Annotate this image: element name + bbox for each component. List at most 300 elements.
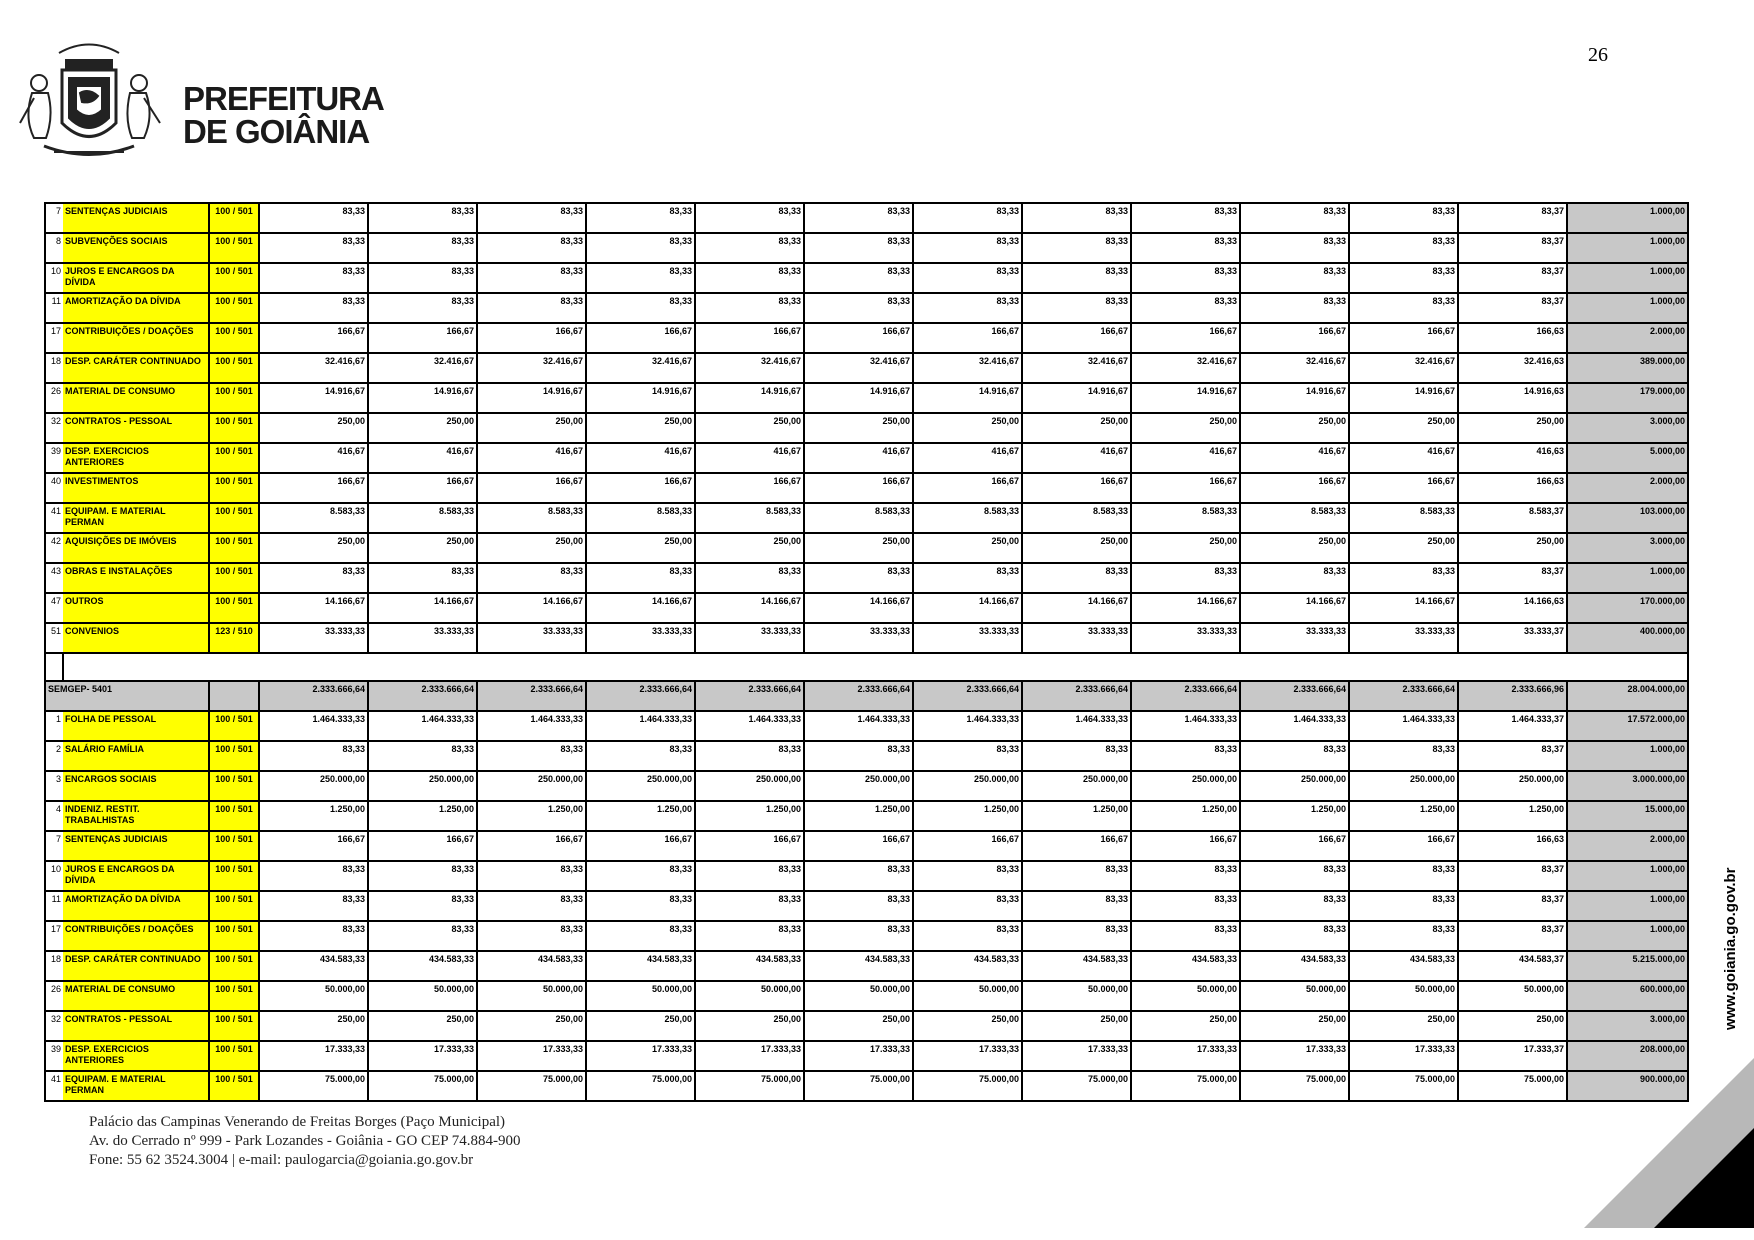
item-code: 41	[45, 503, 63, 533]
row-total: 179.000,00	[1567, 383, 1688, 413]
month-value: 434.583,33	[913, 951, 1022, 981]
item-description: OUTROS	[63, 593, 209, 623]
month-value: 50.000,00	[1349, 981, 1458, 1011]
month-value: 166,67	[259, 831, 368, 861]
month-value: 33.333,33	[913, 623, 1022, 653]
table-row	[45, 443, 1688, 473]
item-code: 3	[45, 771, 63, 801]
month-value: 83,33	[1240, 233, 1349, 263]
blank-row	[45, 653, 1688, 681]
item-description: SALÁRIO FAMÍLIA	[63, 741, 209, 771]
month-value: 434.583,33	[586, 951, 695, 981]
month-value: 17.333,33	[477, 1041, 586, 1071]
month-value: 166,67	[913, 473, 1022, 503]
month-value: 250,00	[586, 413, 695, 443]
month-value: 166,63	[1458, 323, 1567, 353]
month-value: 83,33	[1022, 293, 1131, 323]
month-value: 83,33	[259, 263, 368, 293]
month-value: 83,33	[913, 203, 1022, 233]
month-value: 83,33	[1131, 891, 1240, 921]
source-code: 100 / 501	[209, 1071, 259, 1101]
month-value: 83,33	[695, 891, 804, 921]
month-value: 83,33	[259, 891, 368, 921]
month-value: 2.333.666,64	[913, 681, 1022, 711]
month-value: 83,33	[695, 861, 804, 891]
month-value: 83,33	[1022, 563, 1131, 593]
month-value: 83,33	[1022, 263, 1131, 293]
month-value: 83,33	[586, 921, 695, 951]
month-value: 83,33	[1022, 921, 1131, 951]
month-value: 166,67	[1022, 473, 1131, 503]
table-row	[45, 1071, 1688, 1101]
month-value: 50.000,00	[477, 981, 586, 1011]
month-value: 83,33	[1349, 921, 1458, 951]
month-value: 1.250,00	[913, 801, 1022, 831]
month-value: 250,00	[477, 413, 586, 443]
month-value: 434.583,33	[1131, 951, 1240, 981]
month-value: 17.333,33	[1240, 1041, 1349, 1071]
month-value: 83,33	[1131, 263, 1240, 293]
month-value: 83,33	[368, 203, 477, 233]
month-value: 166,67	[477, 473, 586, 503]
month-value: 1.250,00	[259, 801, 368, 831]
month-value: 83,33	[1022, 861, 1131, 891]
month-value: 250,00	[477, 533, 586, 563]
month-value: 83,33	[695, 921, 804, 951]
month-value: 416,67	[368, 443, 477, 473]
item-description: MATERIAL DE CONSUMO	[63, 383, 209, 413]
month-value: 166,67	[695, 831, 804, 861]
month-value: 75.000,00	[586, 1071, 695, 1101]
month-value: 166,67	[586, 473, 695, 503]
month-value: 83,33	[586, 741, 695, 771]
month-value: 83,33	[695, 293, 804, 323]
month-value: 250,00	[1022, 413, 1131, 443]
month-value: 250,00	[586, 1011, 695, 1041]
source-code: 100 / 501	[209, 831, 259, 861]
month-value: 50.000,00	[1240, 981, 1349, 1011]
source-code: 100 / 501	[209, 741, 259, 771]
month-value: 75.000,00	[804, 1071, 913, 1101]
month-value: 434.583,33	[804, 951, 913, 981]
footer-line: Fone: 55 62 3524.3004 | e-mail: paulogarcia@goiania.go.gov.br	[89, 1152, 474, 1168]
city-coat-of-arms-logo	[14, 38, 164, 168]
month-value: 17.333,33	[368, 1041, 477, 1071]
month-value: 83,33	[804, 293, 913, 323]
month-value: 416,63	[1458, 443, 1567, 473]
month-value: 75.000,00	[368, 1071, 477, 1101]
month-value: 14.916,67	[259, 383, 368, 413]
month-value: 32.416,67	[586, 353, 695, 383]
month-value: 1.250,00	[1349, 801, 1458, 831]
month-value: 83,33	[913, 921, 1022, 951]
month-value: 75.000,00	[1349, 1071, 1458, 1101]
month-value: 166,67	[804, 831, 913, 861]
month-value: 83,33	[368, 891, 477, 921]
source-code: 100 / 501	[209, 323, 259, 353]
blank-cell	[63, 653, 1688, 681]
source-code: 100 / 501	[209, 801, 259, 831]
item-description: DESP. EXERCICIOS ANTERIORES	[63, 443, 209, 473]
row-total: 5.215.000,00	[1567, 951, 1688, 981]
month-value: 33.333,33	[695, 623, 804, 653]
month-value: 75.000,00	[259, 1071, 368, 1101]
item-description: OBRAS E INSTALAÇÕES	[63, 563, 209, 593]
table-row	[45, 293, 1688, 323]
month-value: 434.583,37	[1458, 951, 1567, 981]
month-value: 166,67	[368, 473, 477, 503]
table-row	[45, 563, 1688, 593]
month-value: 166,67	[477, 831, 586, 861]
month-value: 1.250,00	[1458, 801, 1567, 831]
month-value: 1.464.333,37	[1458, 711, 1567, 741]
row-total: 3.000,00	[1567, 533, 1688, 563]
month-value: 2.333.666,64	[804, 681, 913, 711]
item-description: DESP. EXERCICIOS ANTERIORES	[63, 1041, 209, 1071]
month-value: 166,67	[1349, 323, 1458, 353]
row-total: 3.000,00	[1567, 413, 1688, 443]
month-value: 83,33	[1131, 741, 1240, 771]
month-value: 83,33	[586, 563, 695, 593]
month-value: 83,33	[368, 233, 477, 263]
month-value: 250,00	[1131, 413, 1240, 443]
month-value: 166,67	[1349, 473, 1458, 503]
month-value: 14.166,67	[1349, 593, 1458, 623]
brand-line-2: DE GOIÂNIA	[183, 113, 370, 150]
month-value: 250,00	[1349, 533, 1458, 563]
table-row	[45, 861, 1688, 891]
item-description: JUROS E ENCARGOS DA DÍVIDA	[63, 263, 209, 293]
month-value: 250,00	[259, 1011, 368, 1041]
month-value: 166,63	[1458, 831, 1567, 861]
month-value: 83,33	[913, 263, 1022, 293]
month-value: 83,33	[1022, 891, 1131, 921]
month-value: 83,33	[259, 563, 368, 593]
item-description: CONTRIBUIÇÕES / DOAÇÕES	[63, 323, 209, 353]
item-description: MATERIAL DE CONSUMO	[63, 981, 209, 1011]
month-value: 250,00	[1240, 533, 1349, 563]
month-value: 83,33	[368, 263, 477, 293]
item-description: INDENIZ. RESTIT. TRABALHISTAS	[63, 801, 209, 831]
month-value: 250,00	[1349, 413, 1458, 443]
month-value: 32.416,67	[259, 353, 368, 383]
month-value: 250.000,00	[1131, 771, 1240, 801]
month-value: 32.416,67	[1349, 353, 1458, 383]
month-value: 416,67	[259, 443, 368, 473]
item-description: SENTENÇAS JUDICIAIS	[63, 831, 209, 861]
table-row	[45, 623, 1688, 653]
month-value: 83,33	[586, 891, 695, 921]
month-value: 83,37	[1458, 741, 1567, 771]
month-value: 434.583,33	[477, 951, 586, 981]
month-value: 14.916,67	[1240, 383, 1349, 413]
month-value: 50.000,00	[586, 981, 695, 1011]
month-value: 250,00	[695, 533, 804, 563]
row-total: 1.000,00	[1567, 293, 1688, 323]
month-value: 434.583,33	[695, 951, 804, 981]
month-value: 166,67	[586, 323, 695, 353]
month-value: 32.416,67	[368, 353, 477, 383]
item-code: 7	[45, 831, 63, 861]
month-value: 1.464.333,33	[477, 711, 586, 741]
month-value: 83,33	[259, 233, 368, 263]
website-url: www.goiania.go.gov.br	[1722, 867, 1739, 1030]
source-code: 100 / 501	[209, 1041, 259, 1071]
item-code: 43	[45, 563, 63, 593]
month-value: 83,33	[1240, 293, 1349, 323]
footer-line: Palácio das Campinas Venerando de Freitas Borges (Paço Municipal)	[89, 1114, 506, 1130]
month-value: 14.166,67	[913, 593, 1022, 623]
month-value: 2.333.666,64	[586, 681, 695, 711]
item-description: CONTRATOS - PESSOAL	[63, 1011, 209, 1041]
month-value: 83,33	[1349, 233, 1458, 263]
month-value: 83,33	[804, 233, 913, 263]
month-value: 250.000,00	[913, 771, 1022, 801]
month-value: 8.583,33	[477, 503, 586, 533]
month-value: 14.916,67	[1131, 383, 1240, 413]
month-value: 83,37	[1458, 891, 1567, 921]
month-value: 83,33	[586, 861, 695, 891]
month-value: 83,33	[804, 891, 913, 921]
month-value: 166,67	[368, 831, 477, 861]
month-value: 166,67	[1131, 473, 1240, 503]
item-description: EQUIPAM. E MATERIAL PERMAN	[63, 1071, 209, 1101]
month-value: 14.916,67	[477, 383, 586, 413]
item-description: SENTENÇAS JUDICIAIS	[63, 203, 209, 233]
month-value: 1.464.333,33	[913, 711, 1022, 741]
month-value: 250.000,00	[368, 771, 477, 801]
month-value: 83,33	[368, 293, 477, 323]
month-value: 83,33	[259, 861, 368, 891]
month-value: 83,37	[1458, 203, 1567, 233]
month-value: 83,33	[1240, 891, 1349, 921]
month-value: 8.583,33	[259, 503, 368, 533]
month-value: 166,67	[1349, 831, 1458, 861]
row-total: 5.000,00	[1567, 443, 1688, 473]
group-total-row	[45, 681, 1688, 711]
row-total: 1.000,00	[1567, 891, 1688, 921]
row-total: 170.000,00	[1567, 593, 1688, 623]
table-row	[45, 383, 1688, 413]
month-value: 83,33	[259, 741, 368, 771]
month-value: 83,33	[1349, 891, 1458, 921]
source-code: 100 / 501	[209, 981, 259, 1011]
month-value: 250,00	[804, 413, 913, 443]
item-description: AQUISIÇÕES DE IMÓVEIS	[63, 533, 209, 563]
brand-line-1: PREFEITURA	[183, 80, 384, 117]
month-value: 83,33	[1131, 861, 1240, 891]
month-value: 1.464.333,33	[1240, 711, 1349, 741]
month-value: 250,00	[804, 1011, 913, 1041]
month-value: 83,33	[913, 293, 1022, 323]
month-value: 250,00	[477, 1011, 586, 1041]
corner-triangle-decoration	[1584, 1058, 1754, 1228]
month-value: 14.916,67	[368, 383, 477, 413]
month-value: 250,00	[1131, 1011, 1240, 1041]
month-value: 17.333,33	[586, 1041, 695, 1071]
month-value: 33.333,33	[1022, 623, 1131, 653]
month-value: 416,67	[1022, 443, 1131, 473]
source-code: 100 / 501	[209, 861, 259, 891]
month-value: 1.250,00	[1131, 801, 1240, 831]
month-value: 32.416,67	[695, 353, 804, 383]
item-code: 39	[45, 1041, 63, 1071]
month-value: 250,00	[1240, 413, 1349, 443]
item-description: DESP. CARÁTER CONTINUADO	[63, 951, 209, 981]
month-value: 434.583,33	[259, 951, 368, 981]
source-code: 100 / 501	[209, 771, 259, 801]
month-value: 166,67	[259, 473, 368, 503]
blank-cell	[45, 653, 63, 681]
month-value: 14.916,67	[913, 383, 1022, 413]
month-value: 250,00	[804, 533, 913, 563]
row-total: 15.000,00	[1567, 801, 1688, 831]
month-value: 50.000,00	[1458, 981, 1567, 1011]
source-code: 100 / 501	[209, 383, 259, 413]
table-row	[45, 801, 1688, 831]
month-value: 2.333.666,64	[259, 681, 368, 711]
item-code: 42	[45, 533, 63, 563]
month-value: 1.464.333,33	[368, 711, 477, 741]
month-value: 8.583,33	[695, 503, 804, 533]
month-value: 32.416,63	[1458, 353, 1567, 383]
item-code: 26	[45, 383, 63, 413]
table-row	[45, 323, 1688, 353]
month-value: 1.250,00	[695, 801, 804, 831]
month-value: 14.916,67	[586, 383, 695, 413]
month-value: 416,67	[695, 443, 804, 473]
month-value: 75.000,00	[913, 1071, 1022, 1101]
source-cell	[209, 681, 259, 711]
item-description: AMORTIZAÇÃO DA DÍVIDA	[63, 293, 209, 323]
month-value: 1.464.333,33	[1022, 711, 1131, 741]
item-code: 32	[45, 413, 63, 443]
row-total: 1.000,00	[1567, 861, 1688, 891]
month-value: 83,33	[1349, 861, 1458, 891]
source-code: 100 / 501	[209, 353, 259, 383]
source-code: 100 / 501	[209, 203, 259, 233]
month-value: 33.333,33	[1131, 623, 1240, 653]
month-value: 166,63	[1458, 473, 1567, 503]
month-value: 2.333.666,64	[695, 681, 804, 711]
month-value: 1.250,00	[368, 801, 477, 831]
month-value: 83,33	[586, 203, 695, 233]
item-code: 18	[45, 353, 63, 383]
month-value: 83,33	[695, 741, 804, 771]
month-value: 83,33	[1022, 741, 1131, 771]
month-value: 250.000,00	[1022, 771, 1131, 801]
month-value: 416,67	[804, 443, 913, 473]
month-value: 250,00	[586, 533, 695, 563]
month-value: 83,33	[477, 293, 586, 323]
month-value: 166,67	[804, 323, 913, 353]
month-value: 83,33	[477, 203, 586, 233]
item-description: ENCARGOS SOCIAIS	[63, 771, 209, 801]
month-value: 250,00	[1458, 1011, 1567, 1041]
month-value: 8.583,33	[804, 503, 913, 533]
month-value: 83,33	[477, 861, 586, 891]
month-value: 83,33	[804, 203, 913, 233]
table-row	[45, 981, 1688, 1011]
table-row	[45, 473, 1688, 503]
month-value: 166,67	[259, 323, 368, 353]
month-value: 416,67	[586, 443, 695, 473]
month-value: 83,33	[477, 891, 586, 921]
item-description: AMORTIZAÇÃO DA DÍVIDA	[63, 891, 209, 921]
table-row	[45, 771, 1688, 801]
source-code: 100 / 501	[209, 593, 259, 623]
month-value: 32.416,67	[913, 353, 1022, 383]
month-value: 250.000,00	[695, 771, 804, 801]
month-value: 250,00	[259, 413, 368, 443]
month-value: 50.000,00	[259, 981, 368, 1011]
month-value: 250,00	[1022, 533, 1131, 563]
source-code: 100 / 501	[209, 473, 259, 503]
month-value: 250.000,00	[1240, 771, 1349, 801]
source-code: 100 / 501	[209, 891, 259, 921]
month-value: 416,67	[1131, 443, 1240, 473]
table-row	[45, 1041, 1688, 1071]
month-value: 83,33	[1240, 263, 1349, 293]
month-value: 83,33	[804, 563, 913, 593]
month-value: 250,00	[368, 533, 477, 563]
brand-wordmark	[183, 82, 384, 148]
month-value: 166,67	[1131, 323, 1240, 353]
month-value: 166,67	[1022, 323, 1131, 353]
item-code: 10	[45, 861, 63, 891]
month-value: 2.333.666,64	[477, 681, 586, 711]
month-value: 83,33	[368, 741, 477, 771]
month-value: 83,33	[477, 263, 586, 293]
month-value: 83,37	[1458, 563, 1567, 593]
month-value: 83,33	[1131, 293, 1240, 323]
month-value: 83,37	[1458, 293, 1567, 323]
month-value: 33.333,33	[368, 623, 477, 653]
month-value: 14.166,67	[804, 593, 913, 623]
item-code: 40	[45, 473, 63, 503]
month-value: 83,33	[804, 741, 913, 771]
month-value: 83,33	[804, 921, 913, 951]
item-description: FOLHA DE PESSOAL	[63, 711, 209, 741]
month-value: 83,33	[1240, 861, 1349, 891]
month-value: 250,00	[1022, 1011, 1131, 1041]
month-value: 83,33	[368, 921, 477, 951]
item-code: 1	[45, 711, 63, 741]
source-code: 100 / 501	[209, 563, 259, 593]
month-value: 2.333.666,64	[1131, 681, 1240, 711]
table-row	[45, 233, 1688, 263]
month-value: 83,33	[1131, 233, 1240, 263]
row-total: 600.000,00	[1567, 981, 1688, 1011]
month-value: 83,33	[477, 741, 586, 771]
month-value: 1.464.333,33	[695, 711, 804, 741]
row-total: 400.000,00	[1567, 623, 1688, 653]
month-value: 83,33	[586, 293, 695, 323]
month-value: 75.000,00	[1458, 1071, 1567, 1101]
month-value: 14.916,67	[1022, 383, 1131, 413]
month-value: 166,67	[1240, 473, 1349, 503]
source-code: 100 / 501	[209, 503, 259, 533]
month-value: 17.333,33	[913, 1041, 1022, 1071]
month-value: 250,00	[913, 413, 1022, 443]
month-value: 83,37	[1458, 861, 1567, 891]
month-value: 250.000,00	[259, 771, 368, 801]
month-value: 14.166,67	[586, 593, 695, 623]
month-value: 14.166,67	[368, 593, 477, 623]
month-value: 250,00	[1131, 533, 1240, 563]
month-value: 2.333.666,64	[1240, 681, 1349, 711]
month-value: 33.333,33	[259, 623, 368, 653]
